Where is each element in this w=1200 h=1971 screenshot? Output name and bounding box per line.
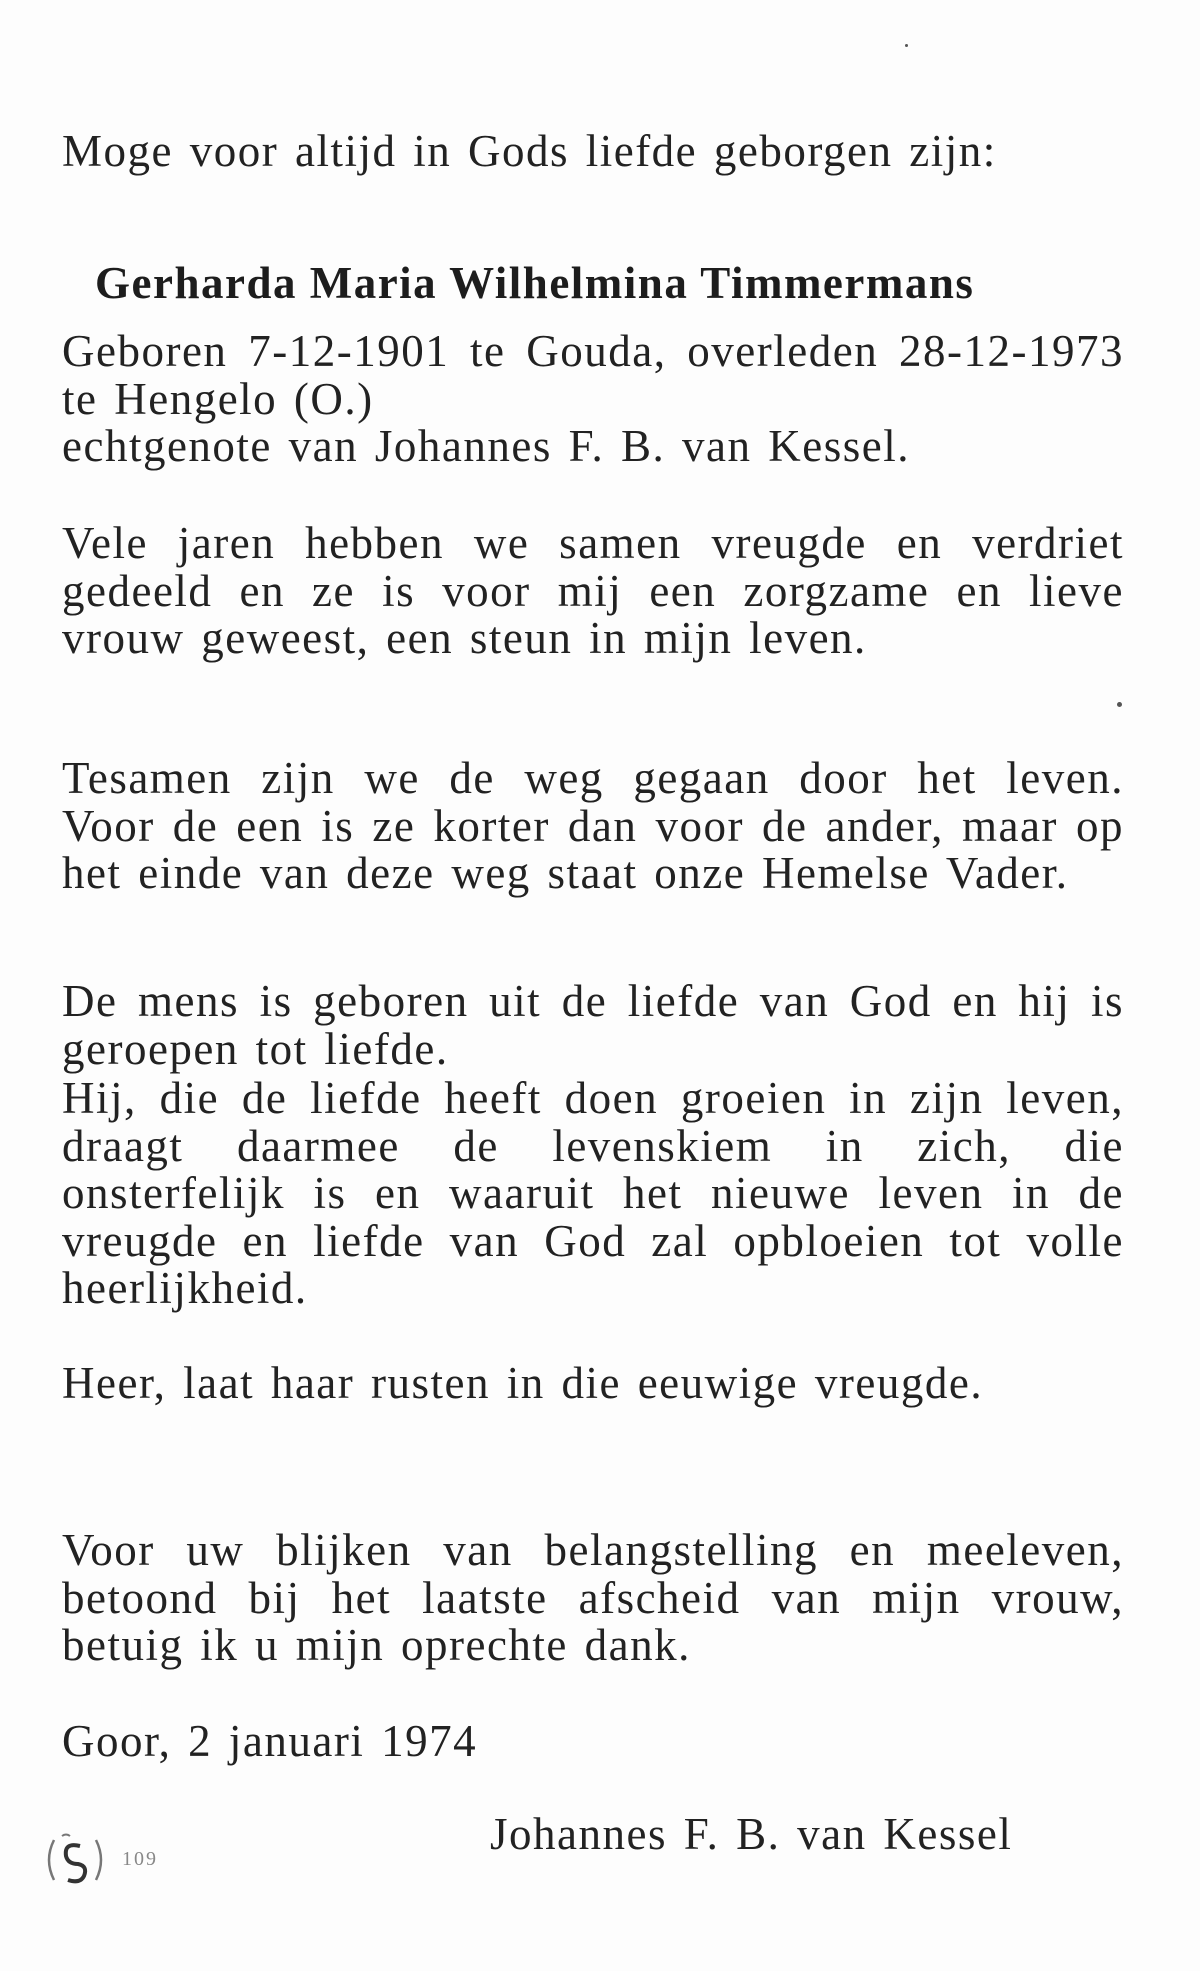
paragraph-shared-years: Vele jaren hebben we samen vreugde en verdriet gedeeld en ze is voor mij een zorgzame en lieve vrouw geweest, een steun in mijn leven.: [62, 518, 1124, 663]
spouse-text: echtgenote van Johannes F. B. van Kessel.: [62, 421, 910, 471]
paragraph-seed-of-life: Hij, die de liefde heeft doen groeien in zijn leven, draagt daarmee de levenskiem in zich, die onsterfelijk is en waaruit het nieuwe leven in de vreugde en liefde van God zal opbloeien tot volle heerlijkheid.: [62, 1073, 1124, 1313]
printer-logo-icon: [40, 1832, 110, 1892]
signature-name: Johannes F. B. van Kessel: [490, 1809, 1013, 1859]
speck-mark: [1117, 702, 1122, 707]
paragraph-thanks: Voor uw blijken van belangstelling en meeleven, betoond bij het laatste afscheid van mijn vrouw, betuig ik u mijn oprechte dank.: [62, 1525, 1124, 1670]
paragraph-prayer: Heer, laat haar rusten in die eeuwige vreugde.: [62, 1358, 984, 1408]
birth-death-text: Geboren 7-12-1901 te Gouda, overleden 28-12-1973 te Hengelo (O.): [62, 326, 1124, 424]
place-date: Goor, 2 januari 1974: [62, 1716, 478, 1766]
speck-mark: [905, 44, 908, 47]
paragraph-road-together: Tesamen zijn we de weg gegaan door het leven. Voor de een is ze korter dan voor de ander, maar op het einde van deze weg staat onze Hemelse Vader.: [62, 753, 1124, 898]
deceased-name: Gerharda Maria Wilhelmina Timmermans: [95, 258, 975, 308]
birth-death-block: [62, 328, 1124, 471]
intro-text: Moge voor altijd in Gods liefde geborgen zijn:: [62, 126, 997, 176]
printer-code: 109: [122, 1848, 158, 1870]
paragraph-born-of-love: De mens is geboren uit de liefde van God en hij is geroepen tot liefde.: [62, 976, 1124, 1074]
